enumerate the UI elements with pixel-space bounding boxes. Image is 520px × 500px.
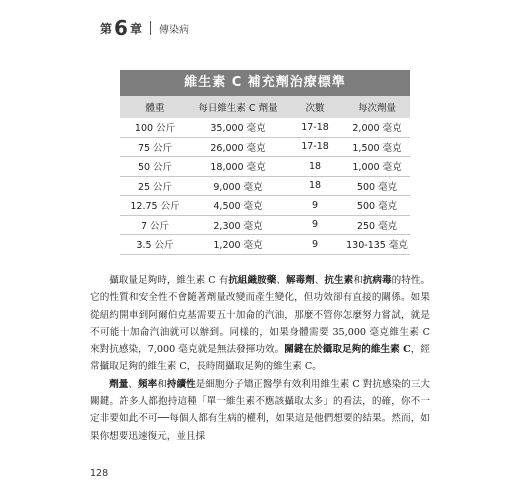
per-dose-cell: 250 毫克 bbox=[344, 215, 410, 235]
text-run: 的特性。它的性質和安全性不會隨著劑量改變而產生變化，但功效卻有直接的關係。如果從紐約開車到阿爾伯克基需要五十加侖的汽油，那麼不管你怎麼努力嘗試，就是不可能十加侖汽油就可以辦到。同樣的，如果身體需要 35,000 毫克維生素 C 來對抗感染，7,000 毫克就是無法發揮功效。 bbox=[90, 275, 431, 356]
per-dose-cell: 1,000 毫克 bbox=[344, 157, 410, 177]
times-cell: 9 bbox=[286, 215, 344, 235]
text-run: ，經常攝取足夠的維生素 C，長時間攝取足夠的維生素 C。 bbox=[90, 344, 431, 373]
emphasis-antibiotic: 抗生素 bbox=[324, 275, 354, 286]
times-cell: 18 bbox=[286, 176, 344, 196]
text-run: 和 bbox=[157, 378, 167, 390]
text-run: 攝取量足夠時，維生素 C 有 bbox=[109, 275, 229, 286]
per-dose-cell: 2,000 毫克 bbox=[344, 118, 410, 137]
table-row bbox=[120, 215, 410, 235]
column-header: 每日維生素 C 劑量 bbox=[190, 96, 286, 118]
table-row bbox=[120, 118, 410, 137]
emphasis-antiviral: 抗病毒 bbox=[362, 275, 392, 286]
column-header: 次數 bbox=[286, 96, 344, 118]
per-dose-cell: 130-135 毫克 bbox=[344, 235, 410, 255]
times-cell: 17-18 bbox=[286, 118, 344, 137]
table-row bbox=[120, 196, 410, 216]
text-run: 、 bbox=[276, 275, 286, 286]
daily-dose-cell: 18,000 毫克 bbox=[190, 157, 286, 177]
emphasis-antidote: 解毒劑 bbox=[285, 275, 315, 286]
times-cell: 9 bbox=[286, 196, 344, 216]
weight-cell: 7 公斤 bbox=[120, 215, 190, 235]
chapter-title: 傳染病 bbox=[158, 24, 189, 36]
per-dose-cell: 500 毫克 bbox=[344, 176, 410, 196]
emphasis-key-point: 關鍵在於攝取足夠的維生素 C bbox=[284, 344, 411, 356]
weight-cell: 12.75 公斤 bbox=[120, 196, 190, 216]
table-header-row bbox=[120, 96, 410, 118]
per-dose-cell: 1,500 毫克 bbox=[344, 137, 410, 157]
column-header: 體重 bbox=[120, 96, 190, 118]
header-divider bbox=[150, 21, 151, 35]
weight-cell: 25 公斤 bbox=[120, 176, 190, 196]
times-cell: 9 bbox=[286, 235, 344, 255]
body-text bbox=[90, 272, 430, 445]
paragraph-2 bbox=[90, 376, 430, 445]
text-run: 是細胞分子矯正醫學有效利用維生素 C 對抗感染的三大關鍵。許多人都抱持這種「單一維生素不應該攝取太多」的看法，的確，你不一定非要如此不可──每個人都有生病的權利，如果這是他們想要的結果。然而，如果你想要迅速復元，並且採 bbox=[90, 378, 431, 442]
times-cell: 17-18 bbox=[286, 137, 344, 157]
column-header: 每次劑量 bbox=[344, 96, 410, 118]
table-row bbox=[120, 176, 410, 196]
paragraph-1 bbox=[90, 272, 430, 376]
emphasis-dose: 劑量 bbox=[109, 378, 129, 390]
text-run: 、 bbox=[128, 378, 139, 390]
daily-dose-cell: 35,000 毫克 bbox=[190, 118, 286, 137]
emphasis-frequency: 頻率 bbox=[138, 378, 158, 390]
weight-cell: 50 公斤 bbox=[120, 157, 190, 177]
chapter-suffix: 章 bbox=[129, 21, 142, 36]
table-row bbox=[120, 235, 410, 255]
daily-dose-cell: 9,000 毫克 bbox=[190, 176, 286, 196]
chapter-prefix: 第 bbox=[100, 21, 113, 36]
text-run: 、 bbox=[314, 275, 325, 286]
table-title: 維生素 C 補充劑治療標準 bbox=[120, 70, 410, 96]
chapter-number: 6 bbox=[114, 16, 128, 40]
chapter-header bbox=[100, 18, 189, 38]
emphasis-persistence: 持續性 bbox=[166, 378, 196, 390]
table-row bbox=[120, 137, 410, 157]
weight-cell: 3.5 公斤 bbox=[120, 235, 190, 255]
daily-dose-cell: 2,300 毫克 bbox=[190, 215, 286, 235]
times-cell: 18 bbox=[286, 157, 344, 177]
dosage-grid bbox=[120, 96, 410, 255]
weight-cell: 75 公斤 bbox=[120, 137, 190, 157]
table-row bbox=[120, 157, 410, 177]
page-number: 128 bbox=[90, 468, 109, 479]
dosage-table bbox=[120, 70, 410, 255]
text-run: 和 bbox=[353, 275, 363, 286]
daily-dose-cell: 4,500 毫克 bbox=[190, 196, 286, 216]
per-dose-cell: 500 毫克 bbox=[344, 196, 410, 216]
daily-dose-cell: 26,000 毫克 bbox=[190, 137, 286, 157]
emphasis-antihistamine: 抗組織胺藥 bbox=[228, 275, 277, 286]
daily-dose-cell: 1,200 毫克 bbox=[190, 235, 286, 255]
weight-cell: 100 公斤 bbox=[120, 118, 190, 137]
